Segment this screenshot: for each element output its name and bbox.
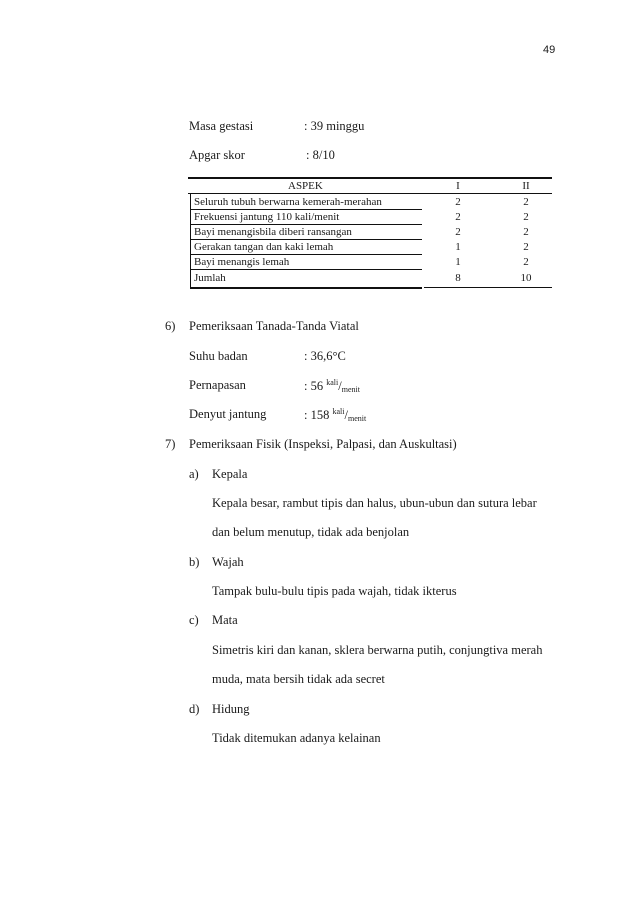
table-cell-ii: 2 — [523, 211, 529, 223]
row-rule — [190, 224, 422, 225]
row-rule — [190, 254, 422, 255]
item-c-letter: c) — [189, 613, 199, 627]
item-d-title: Hidung — [212, 702, 250, 716]
apgar-skor-value: : 8/10 — [306, 148, 335, 162]
table-cell-aspek: Seluruh tubuh berwarna kemerah-merahan — [194, 196, 382, 208]
table-row — [188, 256, 552, 268]
table-cell-i: 1 — [455, 241, 461, 253]
table-row — [188, 211, 552, 223]
table-header-row — [188, 180, 552, 192]
table-top-rule — [188, 177, 552, 179]
row-rule — [190, 209, 422, 210]
table-cell-i: 2 — [455, 211, 461, 223]
table-cell-i: 2 — [455, 196, 461, 208]
table-header-rule — [188, 193, 552, 194]
header-ii: II — [522, 180, 530, 192]
table-cell-aspek: Gerakan tangan dan kaki lemah — [194, 241, 334, 253]
item-b-title: Wajah — [212, 555, 244, 569]
table-cell-aspek: Jumlah — [194, 272, 226, 284]
item-b-letter: b) — [189, 555, 200, 569]
table-cell-i: 8 — [455, 272, 461, 284]
item-a-line-1: Kepala besar, rambut tipis dan halus, ubun-ubun dan sutura lebar — [212, 496, 537, 510]
table-cell-ii: 10 — [520, 272, 532, 284]
item-d-line-1: Tidak ditemukan adanya kelainan — [212, 731, 381, 745]
table-cell-ii: 2 — [523, 241, 529, 253]
pernapasan-label: Pernapasan — [189, 378, 246, 392]
table-row — [188, 241, 552, 253]
masa-gestasi-label: Masa gestasi — [189, 119, 254, 133]
header-aspek: ASPEK — [288, 180, 323, 192]
row-rule — [190, 239, 422, 240]
table-cell-aspek: Bayi menangis lemah — [194, 256, 290, 268]
table-cell-ii: 2 — [523, 256, 529, 268]
section-6-number: 6) — [165, 319, 176, 333]
table-cell-i: 1 — [455, 256, 461, 268]
item-d-letter: d) — [189, 702, 200, 716]
table-bottom-rule — [190, 287, 422, 289]
denyut-label: Denyut jantung — [189, 407, 267, 421]
table-cell-ii: 2 — [523, 196, 529, 208]
table-bottom-rule-right — [424, 287, 552, 288]
pernapasan-value: : 56 $^{kali}/_{menit}$ — [304, 378, 360, 394]
apgar-skor-label: Apgar skor — [189, 148, 245, 162]
item-a-line-2: dan belum menutup, tidak ada benjolan — [212, 525, 410, 539]
table-cell-ii: 2 — [523, 226, 529, 238]
table-total-row — [188, 272, 552, 284]
item-a-letter: a) — [189, 467, 199, 481]
section-6-title: Pemeriksaan Tanada-Tanda Viatal — [189, 319, 359, 333]
item-b-line-1: Tampak bulu-bulu tipis pada wajah, tidak ikterus — [212, 584, 457, 598]
page-number: 49 — [543, 44, 556, 56]
item-a-title: Kepala — [212, 467, 248, 481]
item-c-line-2: muda, mata bersih tidak ada secret — [212, 672, 385, 686]
row-rule — [190, 269, 422, 270]
item-c-line-1: Simetris kiri dan kanan, sklera berwarna putih, conjungtiva merah — [212, 643, 543, 657]
denyut-value: : 158 $^{kali}/_{menit}$ — [304, 407, 367, 423]
section-7-number: 7) — [165, 437, 176, 451]
table-row — [188, 226, 552, 238]
table-cell-aspek: Frekuensi jantung 110 kali/menit — [194, 211, 340, 223]
item-c-title: Mata — [212, 613, 238, 627]
suhu-value: : 36,6°C — [304, 349, 346, 363]
suhu-label: Suhu badan — [189, 349, 248, 363]
table-cell-aspek: Bayi menangisbila diberi ransangan — [194, 226, 352, 238]
table-cell-i: 2 — [455, 226, 461, 238]
section-7-title: Pemeriksaan Fisik (Inspeksi, Palpasi, dan Auskultasi) — [189, 437, 457, 451]
masa-gestasi-value: : 39 minggu — [304, 119, 365, 133]
header-i: I — [456, 180, 460, 192]
table-row — [188, 196, 552, 208]
